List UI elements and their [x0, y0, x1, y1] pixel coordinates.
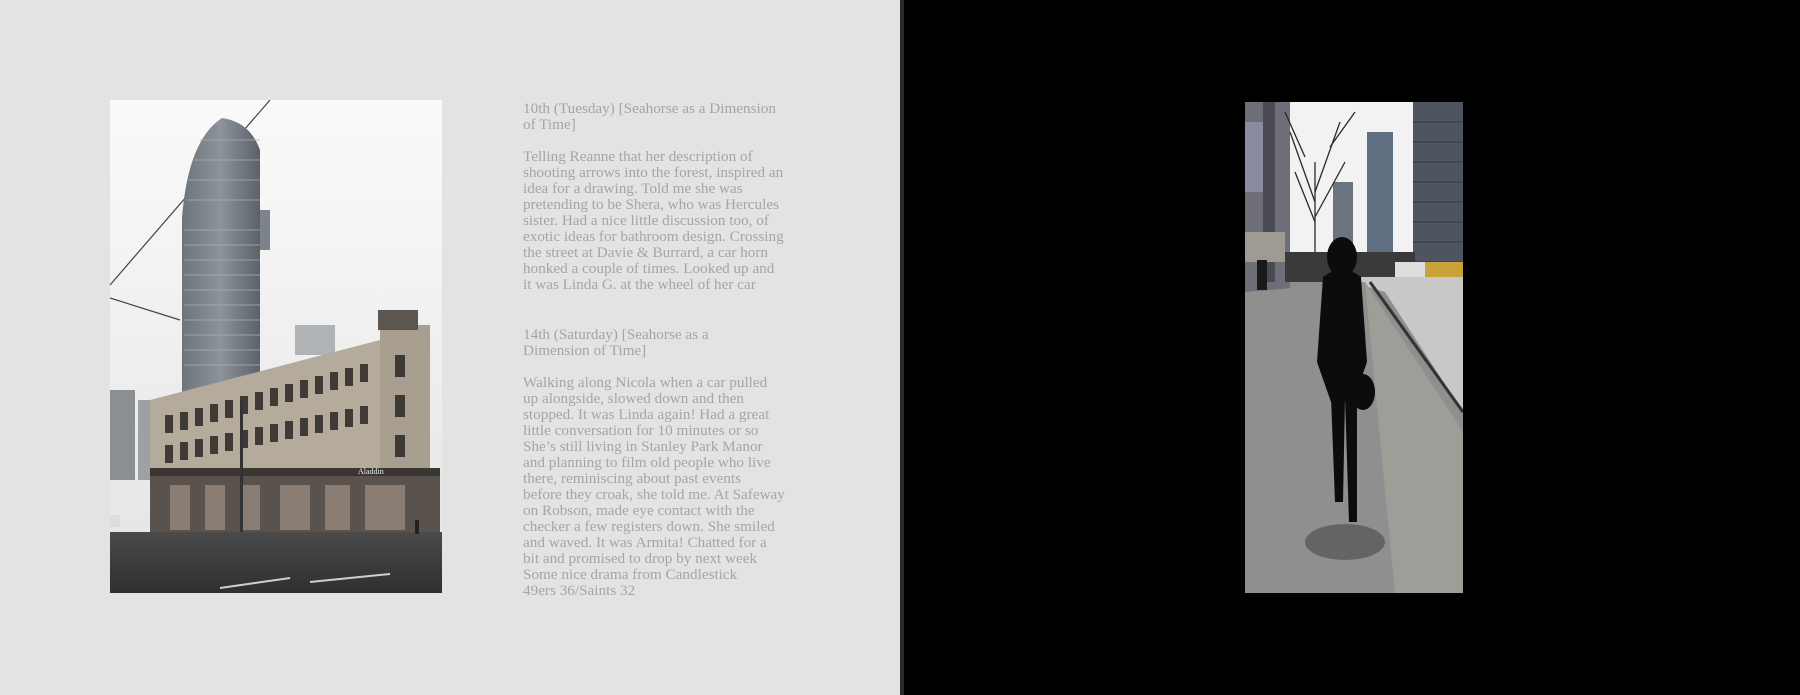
entry-1-line: Telling Reanne that her description of [523, 148, 753, 165]
entry-1-heading-line: of Time] [523, 116, 576, 133]
entry-2-line: Walking along Nicola when a car pulled [523, 374, 768, 391]
entry-2-line: stopped. It was Linda again! Had a great [523, 406, 770, 423]
entry-1-line: it was Linda G. at the wheel of her car [523, 276, 756, 293]
entry-1-heading [523, 101, 808, 133]
storefront-sign: Aladdin [358, 467, 384, 476]
building-photo-illustration [110, 100, 442, 593]
entry-1-line: the street at Davie & Burrard, a car horn [523, 244, 769, 261]
entry-2-line: Some nice drama from Candlestick [523, 566, 738, 583]
entry-1-heading-line: 10th (Tuesday) [Seahorse as a Dimension [523, 100, 776, 117]
entry-1-body [523, 149, 808, 293]
entry-1-line: honked a couple of times. Looked up and [523, 260, 775, 277]
entry-1-line: idea for a drawing. Told me she was [523, 180, 743, 197]
entry-2-line: up alongside, slowed down and then [523, 390, 745, 407]
entry-2-line: little conversation for 10 minutes or so [523, 422, 759, 439]
journal-entry-1 [523, 101, 808, 293]
entry-2-line: She’s still living in Stanley Park Manor [523, 438, 763, 455]
entry-1-line: sister. Had a nice little discussion too, of [523, 212, 769, 229]
entry-2-heading-line: Dimension of Time] [523, 342, 647, 359]
entry-2-line: and waved. It was Armita! Chatted for a [523, 534, 767, 551]
entry-2-line: on Robson, made eye contact with the [523, 502, 755, 519]
entry-2-line: before they croak, she told me. At Safeway [523, 486, 785, 503]
right-page [904, 0, 1800, 695]
entry-1-line: exotic ideas for bathroom design. Crossing [523, 228, 784, 245]
journal-entry-2 [523, 327, 808, 599]
entry-2-heading-line: 14th (Saturday) [Seahorse as a [523, 326, 709, 343]
street-photo [1245, 102, 1463, 593]
building-photo [110, 100, 442, 593]
entry-2-line: and planning to film old people who live [523, 454, 771, 471]
street-photo-illustration [1245, 102, 1463, 593]
entry-2-line: there, reminiscing about past events [523, 470, 742, 487]
entry-1-line: pretending to be Shera, who was Hercules [523, 196, 779, 213]
entry-2-heading [523, 327, 808, 359]
entry-2-line: bit and promised to drop by next week [523, 550, 758, 567]
entry-1-line: shooting arrows into the forest, inspired an [523, 164, 784, 181]
entry-2-body [523, 375, 808, 599]
entry-2-line: checker a few registers down. She smiled [523, 518, 775, 535]
entry-2-line: 49ers 36/Saints 32 [523, 582, 636, 599]
